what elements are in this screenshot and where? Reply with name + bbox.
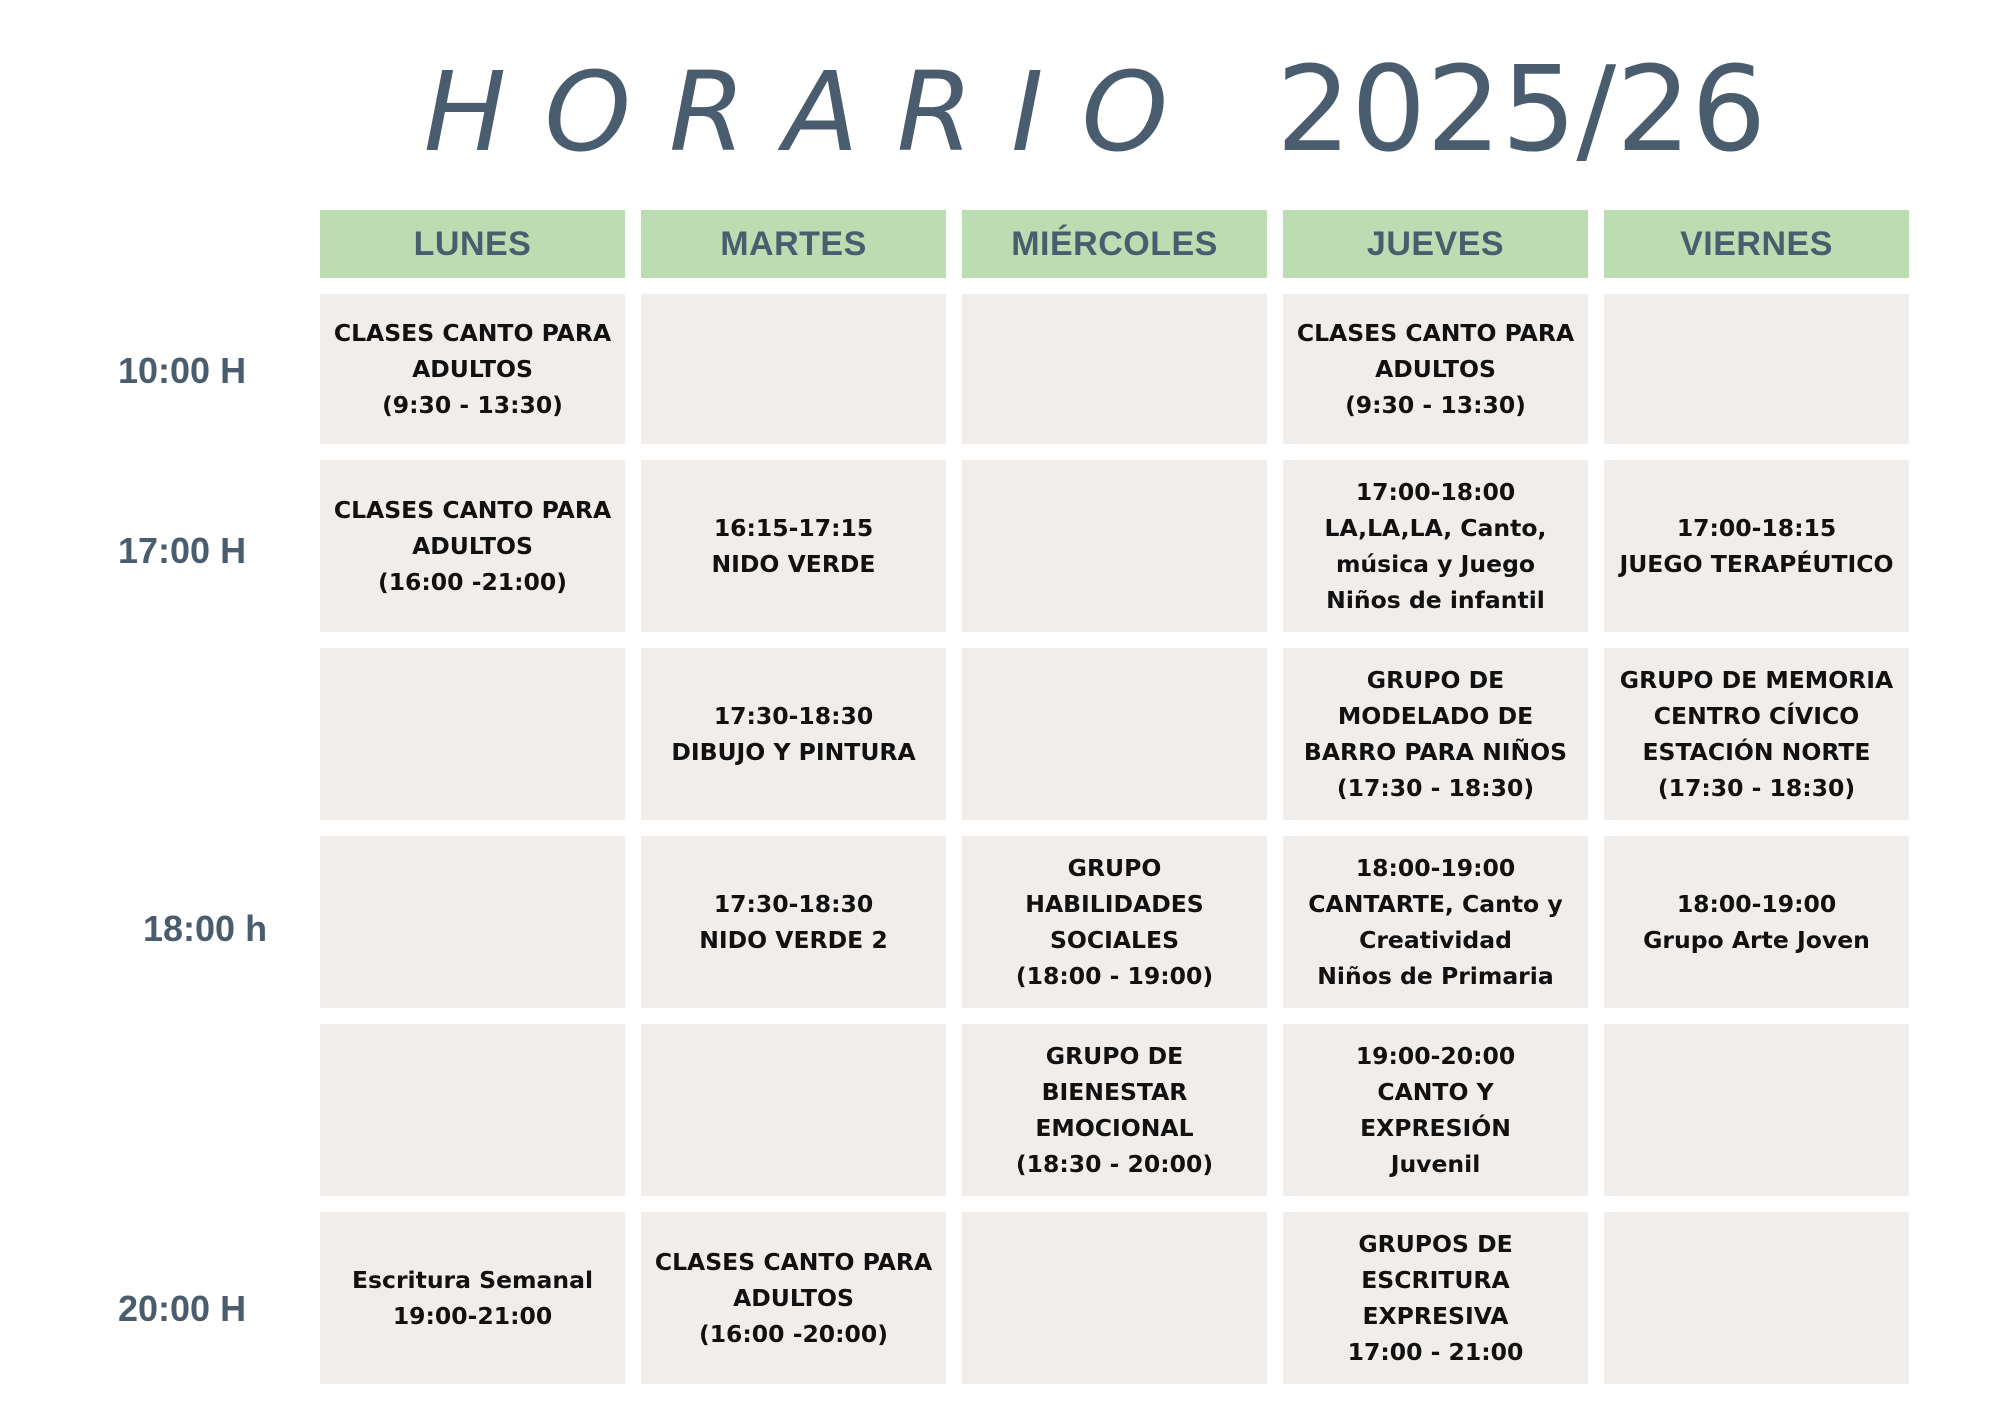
schedule-cell: Escritura Semanal 19:00-21:00 bbox=[320, 1212, 625, 1384]
schedule-cell bbox=[1604, 1212, 1909, 1384]
schedule-cell: 17:00-18:00 LA,LA,LA, Canto, música y Juego Niños de infantil bbox=[1283, 460, 1588, 632]
schedule-cell: 18:00-19:00 Grupo Arte Joven bbox=[1604, 836, 1909, 1008]
schedule-cell: 17:30-18:30 NIDO VERDE 2 bbox=[641, 836, 946, 1008]
day-header-row bbox=[320, 210, 1910, 278]
schedule-cell bbox=[962, 294, 1267, 444]
schedule-row-1 bbox=[320, 294, 1910, 444]
schedule-cell: CLASES CANTO PARA ADULTOS (9:30 - 13:30) bbox=[320, 294, 625, 444]
schedule-cell: 17:00-18:15 JUEGO TERAPÉUTICO bbox=[1604, 460, 1909, 632]
time-label-17: 17:00 H bbox=[118, 530, 247, 571]
schedule-cell bbox=[1604, 294, 1909, 444]
schedule-cell: CLASES CANTO PARA ADULTOS (16:00 -21:00) bbox=[320, 460, 625, 632]
title-word: HORARIO bbox=[423, 48, 1207, 176]
schedule-cell bbox=[962, 648, 1267, 820]
schedule-row-6 bbox=[320, 1212, 1910, 1384]
schedule-cell: GRUPO DE BIENESTAR EMOCIONAL (18:30 - 20:00) bbox=[962, 1024, 1267, 1196]
schedule-cell bbox=[320, 1024, 625, 1196]
day-header-lunes: LUNES bbox=[320, 210, 625, 278]
schedule-cell bbox=[641, 294, 946, 444]
schedule-cell: GRUPO DE MEMORIA CENTRO CÍVICO ESTACIÓN NORTE (17:30 - 18:30) bbox=[1604, 648, 1909, 820]
schedule-cell bbox=[641, 1024, 946, 1196]
time-label-20: 20:00 H bbox=[118, 1288, 247, 1329]
time-label-10: 10:00 H bbox=[118, 350, 247, 391]
schedule-cell: GRUPO DE MODELADO DE BARRO PARA NIÑOS (17:30 - 18:30) bbox=[1283, 648, 1588, 820]
day-header-miercoles: MIÉRCOLES bbox=[962, 210, 1267, 278]
schedule-cell bbox=[962, 460, 1267, 632]
time-label-18: 18:00 h bbox=[143, 908, 268, 949]
schedule-cell: CLASES CANTO PARA ADULTOS (16:00 -20:00) bbox=[641, 1212, 946, 1384]
schedule-cell: 16:15-17:15 NIDO VERDE bbox=[641, 460, 946, 632]
title-year: 2025/26 bbox=[1276, 40, 1767, 178]
schedule-cell: GRUPOS DE ESCRITURA EXPRESIVA 17:00 - 21:00 bbox=[1283, 1212, 1588, 1384]
schedule-cell: 17:30-18:30 DIBUJO Y PINTURA bbox=[641, 648, 946, 820]
day-header-jueves: JUEVES bbox=[1283, 210, 1588, 278]
schedule-cell bbox=[1604, 1024, 1909, 1196]
day-header-martes: MARTES bbox=[641, 210, 946, 278]
schedule-cell: CLASES CANTO PARA ADULTOS (9:30 - 13:30) bbox=[1283, 294, 1588, 444]
schedule-cell: GRUPO HABILIDADES SOCIALES (18:00 - 19:00) bbox=[962, 836, 1267, 1008]
schedule-cell bbox=[320, 836, 625, 1008]
schedule-row-4 bbox=[320, 836, 1910, 1008]
schedule-cell bbox=[320, 648, 625, 820]
schedule-row-2 bbox=[320, 460, 1910, 632]
schedule-cell: 19:00-20:00 CANTO Y EXPRESIÓN Juvenil bbox=[1283, 1024, 1588, 1196]
schedule-row-3 bbox=[320, 648, 1910, 820]
schedule-cell bbox=[962, 1212, 1267, 1384]
schedule-grid bbox=[320, 210, 1910, 1384]
page-title bbox=[0, 40, 2000, 178]
schedule-row-5 bbox=[320, 1024, 1910, 1196]
day-header-viernes: VIERNES bbox=[1604, 210, 1909, 278]
schedule-cell: 18:00-19:00 CANTARTE, Canto y Creatividad Niños de Primaria bbox=[1283, 836, 1588, 1008]
